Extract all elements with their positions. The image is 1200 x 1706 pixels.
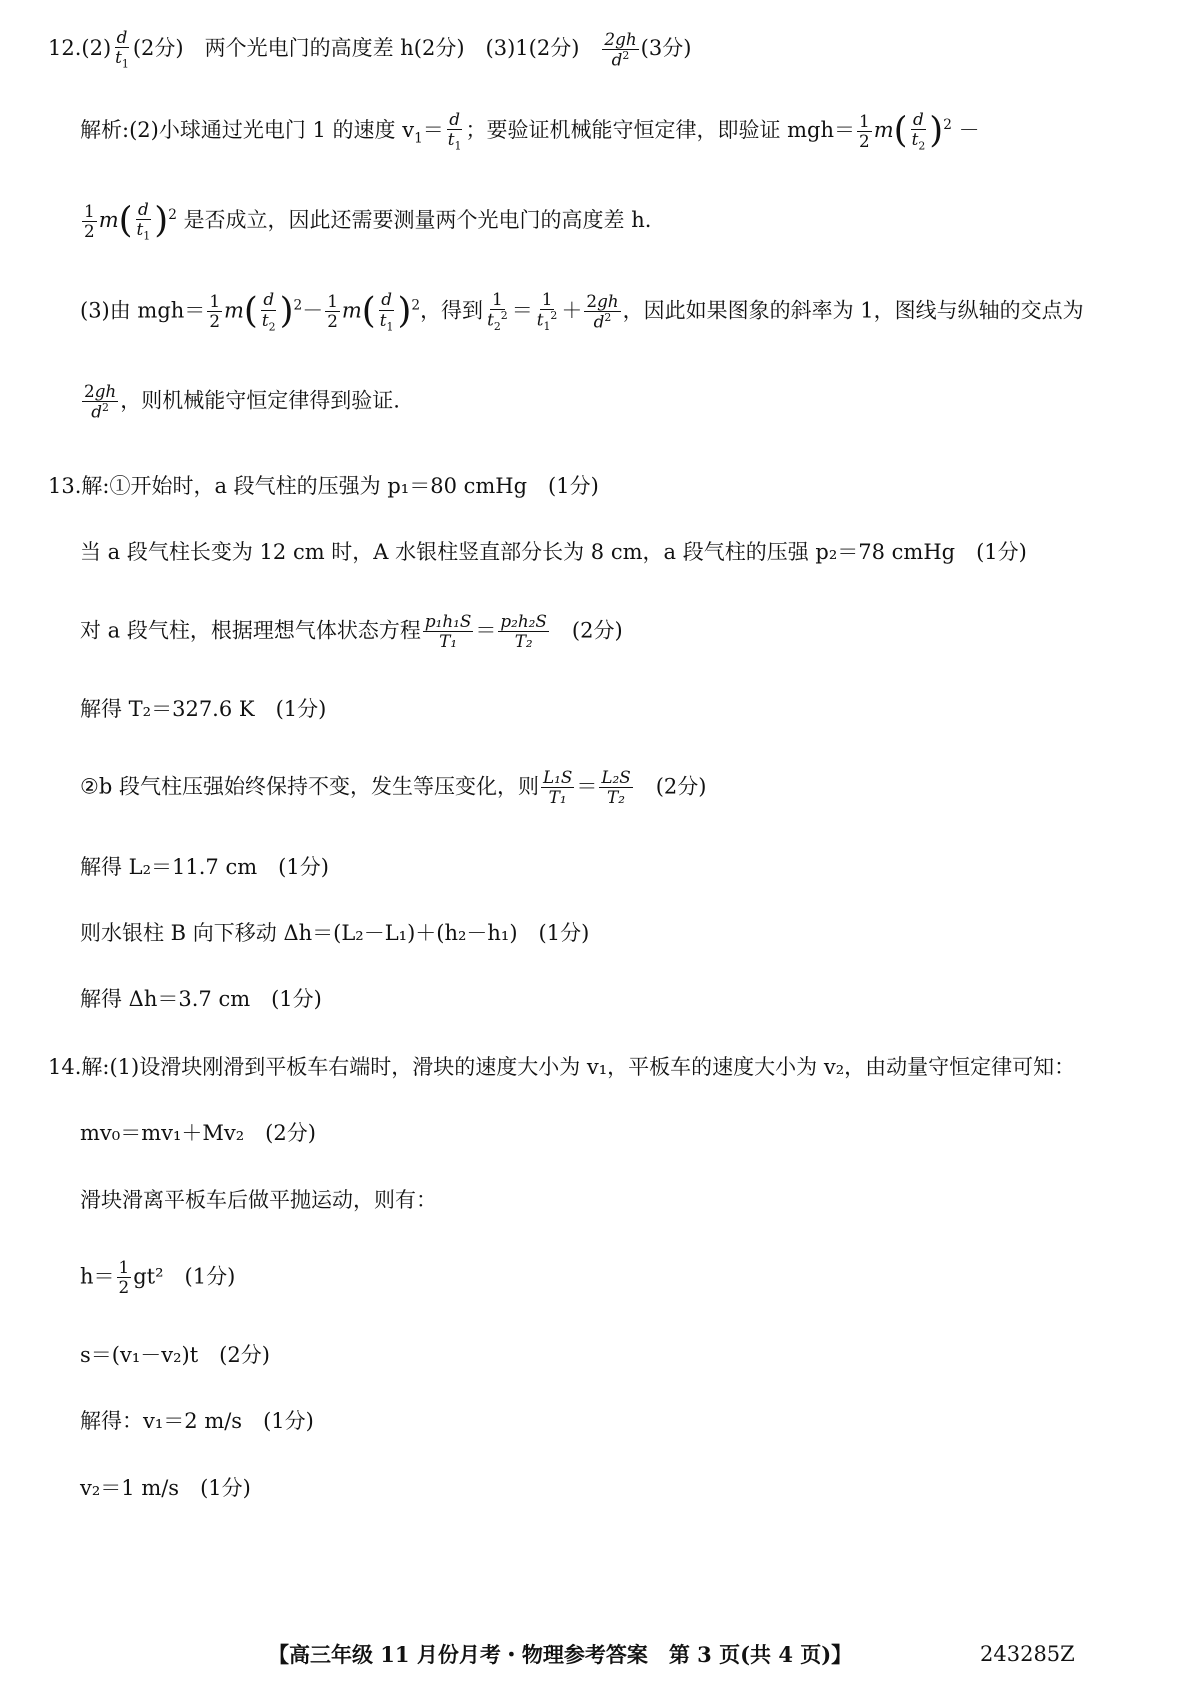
q12-part3-end-text: ，则机械能守恒定律得到验证.	[120, 388, 400, 413]
q12-frac2-den: d	[611, 49, 623, 70]
fraction: $\frac{1}{2}$	[118, 1257, 130, 1298]
q12-frac1-num: d	[116, 27, 128, 47]
q13-l5-num1: L₁S	[542, 767, 573, 787]
q13-l5-num2: L₂S	[601, 767, 631, 787]
q12-fraction-2gh-d2: $\frac{2gh}{d^2}$	[604, 28, 637, 70]
q12-fraction-d-t1: $\frac{d}{t_1}$	[115, 27, 129, 71]
q12-header	[48, 28, 691, 71]
fraction: $\frac{1}{t_2^2}$	[487, 289, 508, 334]
q13-line2: 当 a 段气柱长变为 12 cm 时，A 水银柱竖直部分长为 8 cm，a 段气柱的压强 p₂＝78 cmHg (1分)	[80, 540, 1027, 564]
fraction: $\frac{1}{t_1^2}$	[536, 289, 558, 334]
fraction: $\frac{d}{t_2}$	[911, 109, 926, 153]
q12-analysis-mid: ；要验证机械能守恒定律，即验证 mgh＝	[465, 118, 856, 143]
fraction: $\frac{1}{2}$	[859, 110, 870, 152]
fraction: $\frac{d}{t_1}$	[379, 289, 394, 333]
fraction: $\frac{d}{t_1}$	[447, 109, 462, 153]
q14-line4	[80, 1258, 235, 1298]
q12-header-mid: (2分) 两个光电门的高度差 h(2分) (3)1(2分)	[132, 36, 601, 61]
q13-l3-den2: T₂	[514, 631, 533, 652]
q13-l3-den1: T₁	[439, 631, 458, 652]
q13-l3-num1: p₁h₁S	[424, 611, 472, 631]
fraction	[599, 768, 632, 808]
q12-frac1-den: t	[115, 47, 122, 68]
fraction	[541, 768, 574, 808]
q14-line6: 解得：v₁＝2 m/s (1分)	[80, 1409, 314, 1433]
q14-line2: mv₀＝mv₁＋Mv₂ (2分)	[80, 1121, 316, 1145]
q14-line4-pre: h＝	[80, 1264, 115, 1289]
q13-line4: 解得 T₂＝327.6 K (1分)	[80, 697, 327, 721]
q13-line3: 对 a 段气柱，根据理想气体状态方程 $\frac{\text{p₁h₁S}}{\text{T₁}}$ ＝ $\frac{\text{p₂h₂S}}{\text{T₂}}$ (2分)	[80, 611, 623, 652]
q13-l3-num2: p₂h₂S	[500, 611, 547, 631]
q13-line5-post: (2分)	[634, 774, 707, 799]
fraction: $\frac{2gh}{d^2}$	[84, 381, 117, 422]
q12-part3-pre: (3)由 mgh＝	[80, 298, 206, 323]
footer-code: 243285Z	[980, 1642, 1075, 1666]
q14-line4-post: gt² (1分)	[133, 1264, 236, 1289]
q13-line3-pre: 对 a 段气柱，根据理想气体状态方程	[80, 618, 421, 643]
q12-analysis-line1: 解析:(2)小球通过光电门 1 的速度 $v_1=$ $\frac{d}{t_1}$ ；要验证机械能守恒定律，即验证 mgh＝ $\frac{1}{2}$ m( $\frac{d}{t_2}$ )$^2$ －	[80, 109, 980, 153]
q13-line5-pre: ②b 段气柱压强始终保持不变，发生等压变化，则	[80, 774, 539, 799]
q14-line1: 14.解:(1)设滑块刚滑到平板车右端时，滑块的速度大小为 v₁，平板车的速度大小为 v₂，由动量守恒定律可知：	[48, 1055, 1076, 1079]
q12-part3-line: (3)由 mgh＝ $\frac{1}{2}$ m( $\frac{d}{t_2}$ )$^2$－ $\frac{1}{2}$ m( $\frac{d}{t_1}$ )$^2$，得到 $\frac{1}{t_2^2}$ ＝ $\frac{1}{t_1^2}$ ＋ $\frac{2gh}{d^2}$ ，因此如果图象的斜率为 1，图线与纵轴的交点为	[80, 289, 1084, 334]
q12-analysis-pre: 解析:(2)小球通过光电门 1 的速度 v	[80, 118, 415, 143]
q14-line7: v₂＝1 m/s (1分)	[80, 1476, 251, 1500]
q12-frac2-num: 2gh	[604, 28, 637, 49]
q12-header-prefix: 12.(2)	[48, 36, 112, 61]
q14-line5: s＝(v₁－v₂)t (2分)	[80, 1343, 270, 1367]
fraction: $\frac{2gh}{d^2}$	[586, 290, 619, 332]
q14-line3: 滑块滑离平板车后做平抛运动，则有：	[80, 1188, 437, 1212]
fraction: $\frac{d}{t_2}$	[261, 289, 276, 333]
fraction: $\frac{d}{t_1}$	[136, 199, 151, 243]
q12-analysis-line2: $\frac{1}{2}$ m( $\frac{d}{t_1}$ )$^2$ 是否成立，因此还需要测量两个光电门的高度差 h.	[84, 199, 652, 243]
q13-line6: 解得 L₂＝11.7 cm (1分)	[80, 855, 329, 879]
q13-l5-den2: T₂	[607, 787, 625, 808]
fraction: $\frac{1}{2}$	[209, 291, 220, 332]
q13-line8: 解得 Δh＝3.7 cm (1分)	[80, 987, 322, 1011]
q13-line7: 则水银柱 B 向下移动 Δh＝(L₂－L₁)＋(h₂－h₁) (1分)	[80, 921, 590, 945]
fraction: $\frac{1}{2}$	[327, 291, 338, 332]
q13-line1: 13.解:①开始时，a 段气柱的压强为 p₁＝80 cmHg (1分)	[48, 474, 599, 498]
q13-line5: ②b 段气柱压强始终保持不变，发生等压变化，则 $\frac{\text{L₁S}}{\text{T₁}}$ ＝ $\frac{\text{L₂S}}{\text{T₂}}$ (2分)	[80, 767, 707, 808]
q12-part3-mid: ，得到	[420, 298, 484, 323]
fraction: $\frac{1}{2}$	[84, 200, 95, 242]
fraction	[423, 612, 474, 652]
q12-part3-end	[80, 382, 400, 422]
q13-l5-den1: T₁	[548, 787, 567, 808]
footer-title: 【高三年级 11 月份月考・物理参考答案 第 3 页(共 4 页)】	[268, 1642, 853, 1667]
q12-part3-post: ，因此如果图象的斜率为 1，图线与纵轴的交点为	[622, 298, 1084, 323]
fraction	[498, 612, 549, 652]
q12-analysis-line2-text: 是否成立，因此还需要测量两个光电门的高度差 h.	[183, 208, 652, 233]
q12-header-post: (3分)	[640, 36, 692, 61]
q13-line3-post: (2分)	[550, 618, 623, 643]
